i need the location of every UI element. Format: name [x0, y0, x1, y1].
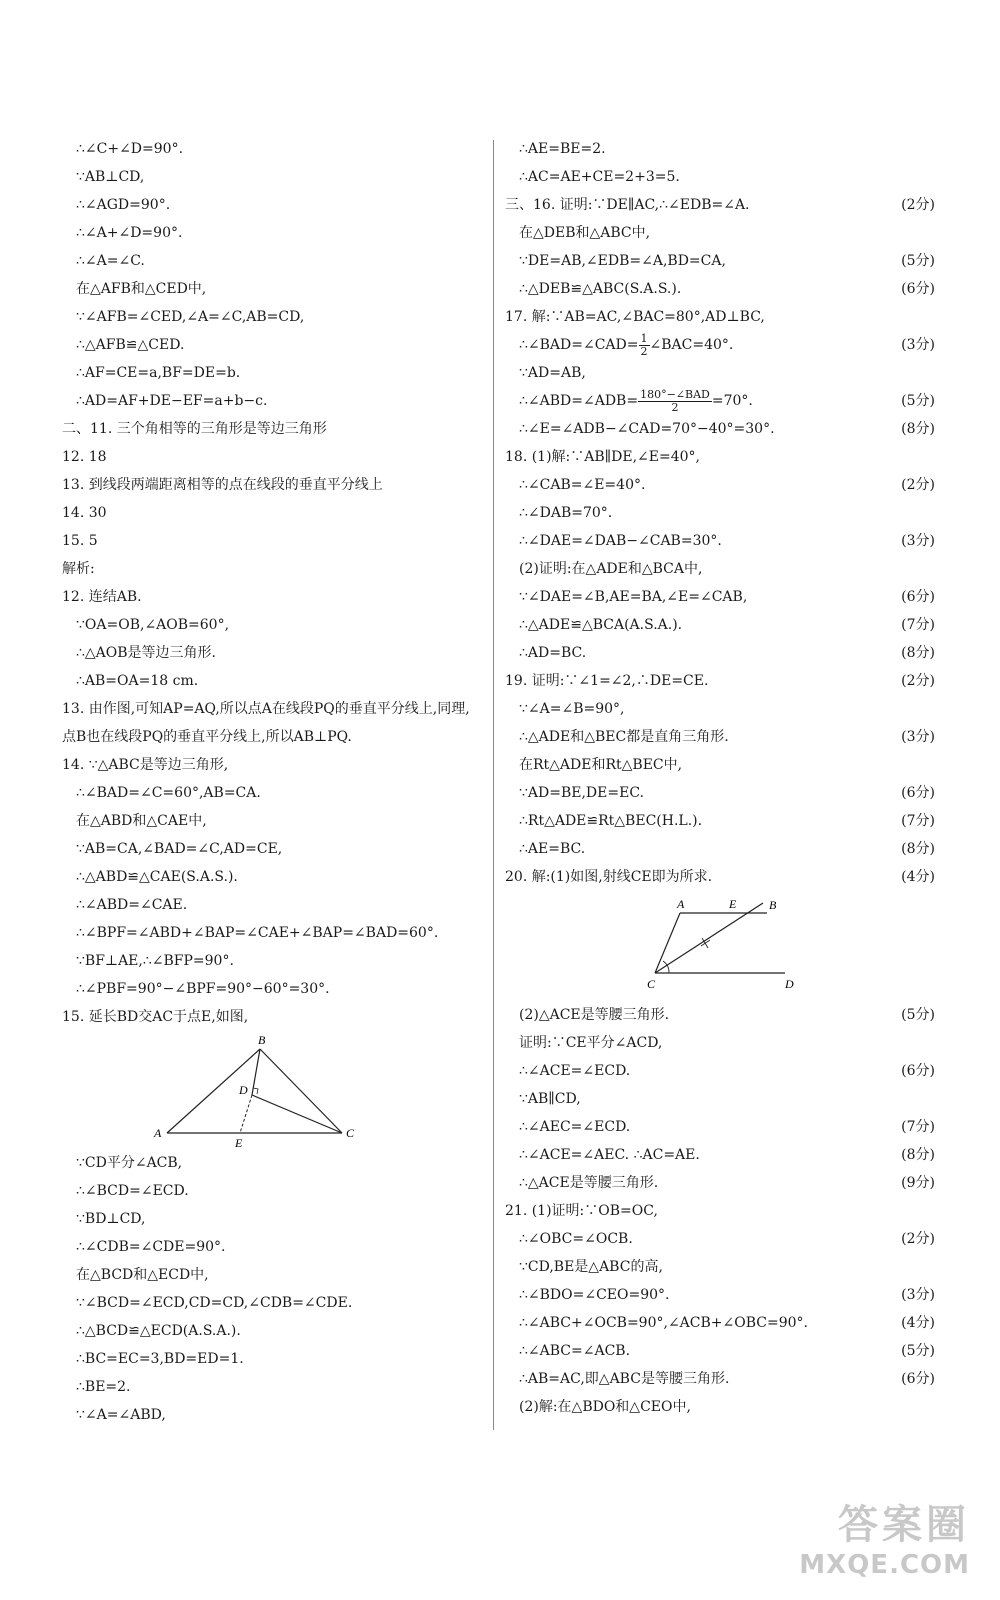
right-angle-mark [253, 1088, 258, 1094]
line-text: 20. 解:(1)如图,射线CE即为所求. [505, 869, 713, 885]
right-line [505, 415, 935, 443]
line-text: ∴∠BAD=∠C=60°,AB=CA. [76, 785, 261, 801]
fraction-numerator: 1 [640, 331, 648, 345]
line-text: 15. 延长BD交AC于点E,如图, [62, 1009, 249, 1025]
ray-diagram [505, 891, 935, 1001]
left-line [62, 415, 482, 443]
right-line [505, 807, 935, 835]
score-mark: (9分) [901, 1175, 935, 1191]
label-d: D [239, 1083, 248, 1097]
score-mark: (6分) [901, 281, 935, 297]
right-line [505, 695, 935, 723]
line-text: 证明:∵CE平分∠ACD, [519, 1035, 663, 1051]
right-line [505, 1029, 935, 1057]
line-text: ∴∠A+∠D=90°. [76, 225, 183, 241]
line-text: ∴∠ACE=∠ECD. [519, 1063, 631, 1079]
right-line [505, 275, 935, 303]
right-line [505, 331, 935, 359]
line-text: ∵CD,BE是△ABC的高, [519, 1259, 663, 1275]
score-mark: (5分) [901, 393, 935, 409]
line-text: ∵∠BCD=∠ECD,CD=CD,∠CDB=∠CDE. [76, 1295, 353, 1311]
score-mark: (6分) [901, 785, 935, 801]
right-line [505, 1253, 935, 1281]
right-line [505, 303, 935, 331]
fraction-denominator: 2 [671, 400, 679, 414]
label-b: B [769, 898, 777, 912]
right-line [505, 359, 935, 387]
right-line [505, 639, 935, 667]
left-line [62, 331, 482, 359]
line-text: ∵CD平分∠ACB, [76, 1155, 183, 1171]
right-line [505, 583, 935, 611]
left-line [62, 751, 482, 779]
line-text: 12. 连结AB. [62, 589, 142, 605]
left-line [62, 639, 482, 667]
line-text: ∵AB⊥CD, [76, 169, 145, 185]
line-text: 在△AFB和△CED中, [76, 281, 207, 297]
line-text: 14. ∵△ABC是等边三角形, [62, 757, 229, 773]
label-a: A [154, 1126, 162, 1140]
line-text: ∴∠DAE=∠DAB−∠CAB=30°. [519, 533, 722, 549]
left-column [62, 135, 482, 1429]
right-line [505, 751, 935, 779]
line-text: 13. 到线段两端距离相等的点在线段的垂直平分线上 [62, 477, 383, 493]
right-line [505, 1225, 935, 1253]
line-text: ∴AD=BC. [519, 645, 587, 661]
right-line [505, 135, 935, 163]
line-text: 15. 5 [62, 533, 98, 549]
left-line [62, 1205, 482, 1233]
left-line [62, 135, 482, 163]
line-text: ∵∠AFB=∠CED,∠A=∠C,AB=CD, [76, 309, 305, 325]
line-text: ∴△ABD≌△CAE(S.A.S.). [76, 869, 238, 885]
line-text: ∴△DEB≌△ABC(S.A.S.). [519, 281, 682, 297]
left-line [62, 611, 482, 639]
line-text: 在Rt△ADE和Rt△BEC中, [519, 757, 683, 773]
line-text: ∴∠E=∠ADB−∠CAD=70°−40°=30°. [519, 421, 775, 437]
figure-triangle-abc [62, 1031, 482, 1149]
right-line [505, 1393, 935, 1421]
line-text: ∴∠ACE=∠AEC. ∴AC=AE. [519, 1147, 700, 1163]
left-line [62, 1177, 482, 1205]
line-text: ∵AB=CA,∠BAD=∠C,AD=CE, [76, 841, 283, 857]
line-text: ∵∠A=∠ABD, [76, 1407, 166, 1423]
right-line [505, 1085, 935, 1113]
label-c: C [647, 977, 656, 991]
right-line [505, 163, 935, 191]
line-text: ∴△ADE和△BEC都是直角三角形. [519, 729, 729, 745]
line-text: ∴△ACE是等腰三角形. [519, 1175, 659, 1191]
line-text-before-fraction: ∴∠ABD=∠ADB= [519, 393, 639, 409]
line-text: 18. (1)解:∵AB∥DE,∠E=40°, [505, 449, 700, 465]
right-line [505, 443, 935, 471]
right-line [505, 1281, 935, 1309]
line-text: ∴∠BPF=∠ABD+∠BAP=∠CAE+∠BAP=∠BAD=60°. [76, 925, 439, 941]
fraction-numerator: 180°−∠BAD [640, 387, 710, 401]
line-text: ∵AD=BE,DE=EC. [519, 785, 644, 801]
line-text: 三、16. 证明:∵DE∥AC,∴∠EDB=∠A. [505, 197, 750, 213]
left-line [62, 891, 482, 919]
segment-ca [655, 913, 680, 973]
right-line [505, 527, 935, 555]
left-line [62, 499, 482, 527]
score-mark: (6分) [901, 1371, 935, 1387]
score-mark: (3分) [901, 533, 935, 549]
watermark-url: MXQE.COM [799, 1550, 970, 1580]
left-line [62, 247, 482, 275]
left-line [62, 863, 482, 891]
right-line [505, 1197, 935, 1225]
left-line [62, 1233, 482, 1261]
line-text: ∴∠CAB=∠E=40°. [519, 477, 646, 493]
line-text: ∴∠AEC=∠ECD. [519, 1119, 631, 1135]
score-mark: (3分) [901, 337, 935, 353]
right-line [505, 555, 935, 583]
left-line [62, 219, 482, 247]
line-text: ∴△AOB是等边三角形. [76, 645, 216, 661]
label-e: E [235, 1136, 243, 1149]
line-text: ∴∠DAB=70°. [519, 505, 613, 521]
line-text: ∴AB=AC,即△ABC是等腰三角形. [519, 1371, 730, 1387]
score-mark: (6分) [901, 1063, 935, 1079]
right-line [505, 835, 935, 863]
left-line [62, 1345, 482, 1373]
left-line [62, 1401, 482, 1429]
left-line [62, 555, 482, 583]
right-line [505, 1113, 935, 1141]
left-line [62, 471, 482, 499]
line-text: (2)证明:在△ADE和△BCA中, [519, 561, 703, 577]
watermark [799, 1493, 970, 1580]
left-line [62, 1289, 482, 1317]
left-line [62, 975, 482, 1003]
left-line [62, 947, 482, 975]
right-line [505, 779, 935, 807]
left-line [62, 1261, 482, 1289]
right-line [505, 387, 935, 415]
left-line [62, 583, 482, 611]
line-text: (2)解:在△BDO和△CEO中, [519, 1399, 691, 1415]
left-line [62, 1373, 482, 1401]
line-text: 在△BCD和△ECD中, [76, 1267, 209, 1283]
left-line [62, 275, 482, 303]
left-line [62, 1317, 482, 1345]
score-mark: (8分) [901, 841, 935, 857]
left-line [62, 359, 482, 387]
line-text: ∴AB=OA=18 cm. [76, 673, 199, 689]
line-text: 在△ABD和△CAE中, [76, 813, 207, 829]
line-text: ∴△BCD≌△ECD(A.S.A.). [76, 1323, 241, 1339]
left-line [62, 779, 482, 807]
line-text: ∴∠ABD=∠CAE. [76, 897, 188, 913]
right-line [505, 471, 935, 499]
line-text: ∵OA=OB,∠AOB=60°, [76, 617, 230, 633]
fraction [638, 389, 712, 414]
right-line [505, 1001, 935, 1029]
line-text: ∴∠BDO=∠CEO=90°. [519, 1287, 670, 1303]
line-text: ∵BD⊥CD, [76, 1211, 146, 1227]
triangle-diagram [62, 1031, 482, 1149]
line-text-after-fraction: =70°. [711, 393, 753, 409]
label-a: A [677, 897, 685, 911]
score-mark: (7分) [901, 1119, 935, 1135]
line-text-after-fraction: ∠BAC=40°. [649, 337, 734, 353]
left-line [62, 303, 482, 331]
line-text: ∴BE=2. [76, 1379, 131, 1395]
line-text: ∵AB∥CD, [519, 1091, 581, 1107]
line-text: ∴AC=AE+CE=2+3=5. [519, 169, 680, 185]
label-c: C [346, 1126, 355, 1140]
line-text: 13. 由作图,可知AP=AQ,所以点A在线段PQ的垂直平分线上,同理,点B也在线段PQ的垂直平分线上,所以AB⊥PQ. [62, 701, 470, 745]
line-text: ∴∠C+∠D=90°. [76, 141, 184, 157]
column-divider [493, 140, 494, 1430]
score-mark: (5分) [901, 253, 935, 269]
left-line [62, 387, 482, 415]
score-mark: (6分) [901, 589, 935, 605]
right-line [505, 611, 935, 639]
line-text: ∴∠BCD=∠ECD. [76, 1183, 189, 1199]
score-mark: (3分) [901, 729, 935, 745]
line-text: ∴∠PBF=90°−∠BPF=90°−60°=30°. [76, 981, 330, 997]
left-line [62, 443, 482, 471]
left-line [62, 919, 482, 947]
score-mark: (2分) [901, 197, 935, 213]
line-text: 在△DEB和△ABC中, [519, 225, 651, 241]
watermark-logo-text: 答案圈 [838, 1502, 970, 1548]
score-mark: (8分) [901, 1147, 935, 1163]
left-line [62, 807, 482, 835]
left-line [62, 695, 482, 751]
line-text: 14. 30 [62, 505, 107, 521]
label-b: B [258, 1033, 266, 1047]
fraction-denominator: 2 [640, 344, 648, 358]
score-mark: (5分) [901, 1007, 935, 1023]
line-text: ∵DE=AB,∠EDB=∠A,BD=CA, [519, 253, 726, 269]
score-mark: (5分) [901, 1343, 935, 1359]
score-mark: (3分) [901, 1287, 935, 1303]
line-text: ∴Rt△ADE≌Rt△BEC(H.L.). [519, 813, 703, 829]
left-line [62, 1003, 482, 1031]
score-mark: (4分) [901, 1315, 935, 1331]
line-text: ∴AD=AF+DE−EF=a+b−c. [76, 393, 268, 409]
line-text: 21. (1)证明:∵OB=OC, [505, 1203, 658, 1219]
line-text: ∴∠OBC=∠OCB. [519, 1231, 633, 1247]
right-line [505, 1365, 935, 1393]
right-line [505, 1169, 935, 1197]
fraction [639, 333, 650, 358]
line-text: ∴∠CDB=∠CDE=90°. [76, 1239, 226, 1255]
line-text: (2)△ACE是等腰三角形. [519, 1007, 670, 1023]
line-text: 19. 证明:∵∠1=∠2,∴DE=CE. [505, 673, 709, 689]
right-line [505, 1337, 935, 1365]
line-text: ∵∠DAE=∠B,AE=BA,∠E=∠CAB, [519, 589, 748, 605]
right-line [505, 863, 935, 891]
line-text: 12. 18 [62, 449, 107, 465]
label-d: D [785, 977, 794, 991]
right-line [505, 1057, 935, 1085]
figure-ray-ce [505, 891, 935, 1001]
line-text: 二、11. 三个角相等的三角形是等边三角形 [62, 421, 327, 437]
score-mark: (7分) [901, 617, 935, 633]
line-text: ∴∠ABC=∠ACB. [519, 1343, 631, 1359]
right-line [505, 723, 935, 751]
left-line [62, 835, 482, 863]
left-line [62, 1149, 482, 1177]
left-line [62, 163, 482, 191]
right-line [505, 499, 935, 527]
score-mark: (4分) [901, 869, 935, 885]
score-mark: (2分) [901, 1231, 935, 1247]
line-text: ∴∠ABC+∠OCB=90°,∠ACB+∠OBC=90°. [519, 1315, 808, 1331]
segment-bc [260, 1049, 342, 1133]
line-text: ∵AD=AB, [519, 365, 586, 381]
right-line [505, 191, 935, 219]
line-text: ∴∠AGD=90°. [76, 197, 171, 213]
left-line [62, 527, 482, 555]
line-text: ∴AE=BE=2. [519, 141, 606, 157]
score-mark: (2分) [901, 673, 935, 689]
line-text: ∵BF⊥AE,∴∠BFP=90°. [76, 953, 234, 969]
right-column [505, 135, 935, 1421]
left-line [62, 191, 482, 219]
segment-de-dashed [240, 1095, 252, 1133]
left-line [62, 667, 482, 695]
score-mark: (7分) [901, 813, 935, 829]
segment-dc [252, 1095, 342, 1133]
score-mark: (8分) [901, 421, 935, 437]
line-text: ∴△AFB≌△CED. [76, 337, 185, 353]
line-text: ∴△ADE≌△BCA(A.S.A.). [519, 617, 683, 633]
score-mark: (2分) [901, 477, 935, 493]
right-line [505, 1309, 935, 1337]
line-text: ∴AE=BC. [519, 841, 586, 857]
score-mark: (8分) [901, 645, 935, 661]
line-text: ∴BC=EC=3,BD=ED=1. [76, 1351, 244, 1367]
line-text: ∴∠A=∠C. [76, 253, 145, 269]
right-line [505, 247, 935, 275]
line-text-before-fraction: ∴∠BAD=∠CAD= [519, 337, 639, 353]
line-text: 解析: [62, 561, 95, 577]
right-line [505, 1141, 935, 1169]
right-line [505, 219, 935, 247]
label-e: E [729, 897, 737, 911]
line-text: 17. 解:∵AB=AC,∠BAC=80°,AD⊥BC, [505, 309, 765, 325]
right-line [505, 667, 935, 695]
line-text: ∵∠A=∠B=90°, [519, 701, 625, 717]
line-text: ∴AF=CE=a,BF=DE=b. [76, 365, 241, 381]
